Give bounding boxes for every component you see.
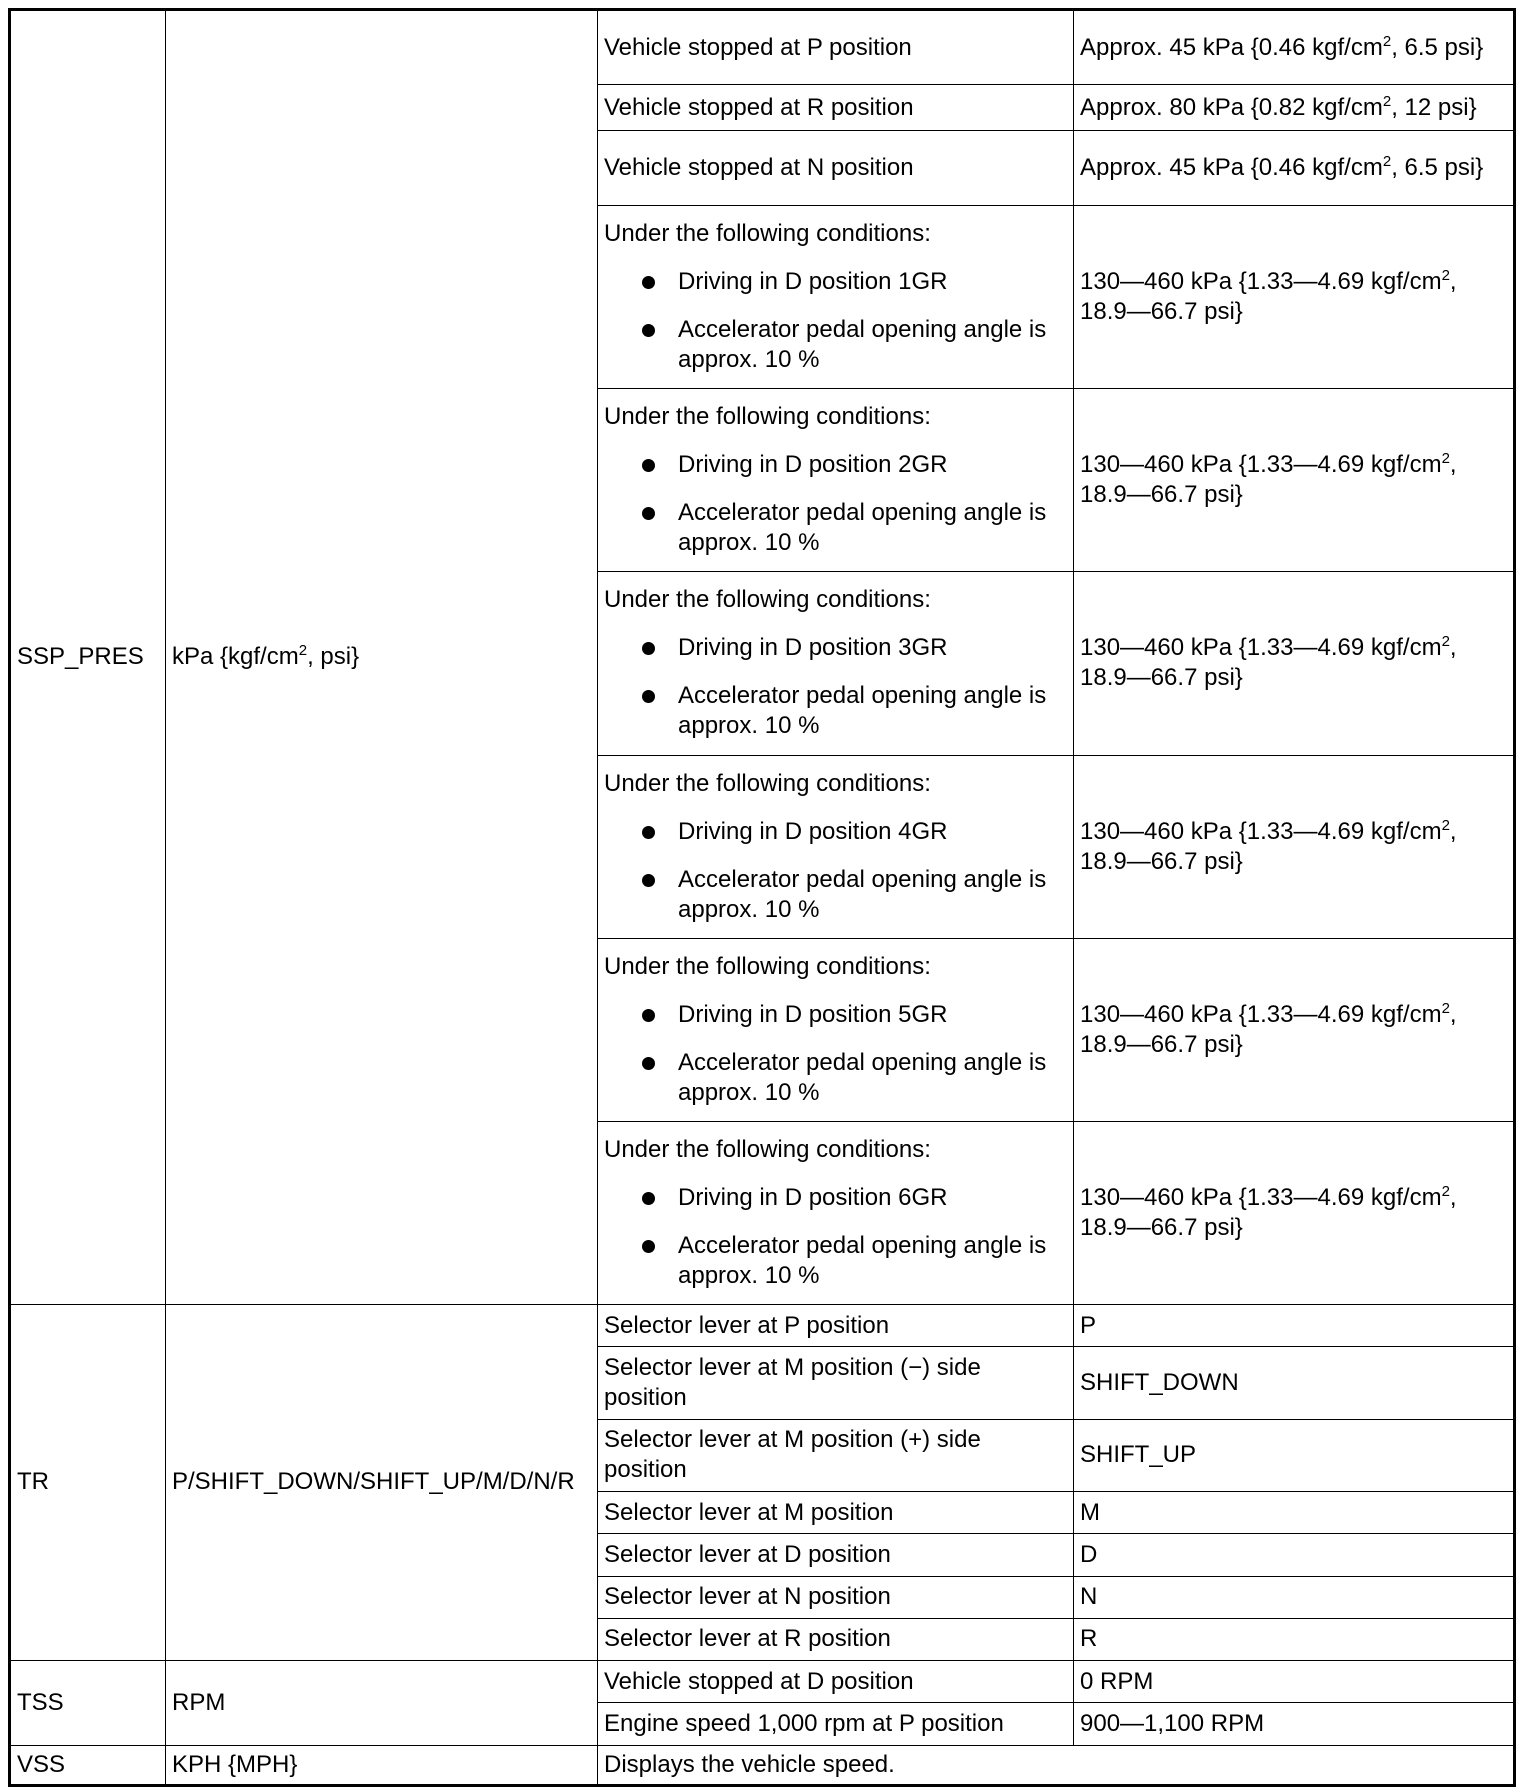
condition-cell: Selector lever at M position (−) side position <box>598 1347 1074 1419</box>
bullet-icon <box>642 507 655 520</box>
table-row <box>10 1304 1515 1346</box>
bullet-text: Driving in D position 5GR <box>678 1000 948 1028</box>
condition-title: Under the following conditions: <box>604 586 931 614</box>
bullet-icon <box>642 1009 655 1022</box>
value-cell: SHIFT_DOWN <box>1074 1347 1515 1419</box>
bullet-text: Accelerator pedal opening angle is approx. 10 % <box>678 865 1047 923</box>
bullet-text: Driving in D position 1GR <box>678 268 948 296</box>
table-row <box>10 1745 1515 1785</box>
condition-title: Under the following conditions: <box>604 952 931 980</box>
bullet-text: Driving in D position 4GR <box>678 817 948 845</box>
bullet-icon <box>642 642 655 655</box>
condition-cell: Vehicle stopped at P position <box>598 10 1074 85</box>
bullet-icon <box>642 276 655 289</box>
bullet-text: Accelerator pedal opening angle is approx. 10 % <box>678 1231 1047 1289</box>
table-row <box>10 1661 1515 1703</box>
monitor-item-table <box>8 8 1516 1787</box>
value-cell: 130—460 kPa {1.33—4.69 kgf/$cm^2$, 18.9—66.7 psi} <box>1074 1121 1515 1304</box>
condition-cell: Selector lever at D position <box>598 1534 1074 1576</box>
bullet-icon <box>642 690 655 703</box>
bullet-icon <box>642 1057 655 1070</box>
condition-cell: Vehicle stopped at N position <box>598 130 1074 205</box>
condition-cell: Vehicle stopped at R position <box>598 85 1074 130</box>
condition-title: Under the following conditions: <box>604 220 931 248</box>
condition-cell <box>598 389 1074 572</box>
bullet-icon <box>642 1192 655 1205</box>
value-cell: 130—460 kPa {1.33—4.69 kgf/$cm^2$, 18.9—66.7 psi} <box>1074 206 1515 389</box>
condition-cell: Vehicle stopped at D position <box>598 1661 1074 1703</box>
item-unit-vss: KPH {MPH} <box>166 1745 598 1785</box>
condition-cell <box>598 1121 1074 1304</box>
bullet-icon <box>642 1240 655 1253</box>
table-row <box>10 10 1515 85</box>
condition-cell: Selector lever at P position <box>598 1304 1074 1346</box>
condition-cell: Engine speed 1,000 rpm at P position <box>598 1703 1074 1745</box>
bullet-text: Driving in D position 6GR <box>678 1183 948 1211</box>
item-unit-tss: RPM <box>166 1661 598 1746</box>
item-name-tss: TSS <box>10 1661 166 1746</box>
value-cell: 130—460 kPa {1.33—4.69 kgf/$cm^2$, 18.9—66.7 psi} <box>1074 755 1515 938</box>
value-cell: D <box>1074 1534 1515 1576</box>
value-cell: Approx. 45 kPa {0.46 kgf/$cm^2$, 6.5 psi} <box>1074 130 1515 205</box>
condition-cell: Selector lever at M position <box>598 1492 1074 1534</box>
condition-title: Under the following conditions: <box>604 769 931 797</box>
item-name-tr: TR <box>10 1304 166 1660</box>
value-cell: 130—460 kPa {1.33—4.69 kgf/$cm^2$, 18.9—66.7 psi} <box>1074 389 1515 572</box>
value-cell: 0 RPM <box>1074 1661 1515 1703</box>
condition-cell <box>598 572 1074 755</box>
bullet-icon <box>642 324 655 337</box>
value-cell: P <box>1074 1304 1515 1346</box>
value-cell: SHIFT_UP <box>1074 1419 1515 1491</box>
item-unit-ssp: kPa {$kgf/cm^2$, psi} <box>166 10 598 1305</box>
bullet-text: Accelerator pedal opening angle is approx. 10 % <box>678 1048 1047 1106</box>
condition-cell: Selector lever at M position (+) side position <box>598 1419 1074 1491</box>
value-cell: M <box>1074 1492 1515 1534</box>
condition-title: Under the following conditions: <box>604 1135 931 1163</box>
value-cell: 130—460 kPa {1.33—4.69 kgf/$cm^2$, 18.9—66.7 psi} <box>1074 572 1515 755</box>
condition-cell <box>598 938 1074 1121</box>
value-cell: 130—460 kPa {1.33—4.69 kgf/$cm^2$, 18.9—66.7 psi} <box>1074 938 1515 1121</box>
condition-cell: Selector lever at N position <box>598 1576 1074 1618</box>
condition-cell <box>598 206 1074 389</box>
description-cell: Displays the vehicle speed. <box>598 1745 1515 1785</box>
bullet-text: Accelerator pedal opening angle is approx. 10 % <box>678 499 1047 557</box>
item-name-vss: VSS <box>10 1745 166 1785</box>
value-cell: Approx. 80 kPa {0.82 kgf/$cm^2$, 12 psi} <box>1074 85 1515 130</box>
bullet-icon <box>642 874 655 887</box>
value-cell: R <box>1074 1618 1515 1660</box>
bullet-icon <box>642 826 655 839</box>
item-unit-tr: P/SHIFT_DOWN/SHIFT_UP/M/D/N/R <box>166 1304 598 1660</box>
bullet-text: Accelerator pedal opening angle is approx. 10 % <box>678 316 1047 374</box>
bullet-text: Driving in D position 3GR <box>678 634 948 662</box>
bullet-icon <box>642 459 655 472</box>
item-name-ssp: SSP_PRES <box>10 10 166 1305</box>
condition-cell: Selector lever at R position <box>598 1618 1074 1660</box>
bullet-text: Driving in D position 2GR <box>678 451 948 479</box>
value-cell: Approx. 45 kPa {0.46 kgf/$cm^2$, 6.5 psi} <box>1074 10 1515 85</box>
value-cell: N <box>1074 1576 1515 1618</box>
condition-cell <box>598 755 1074 938</box>
bullet-text: Accelerator pedal opening angle is approx. 10 % <box>678 682 1047 740</box>
value-cell: 900—1,100 RPM <box>1074 1703 1515 1745</box>
condition-title: Under the following conditions: <box>604 403 931 431</box>
